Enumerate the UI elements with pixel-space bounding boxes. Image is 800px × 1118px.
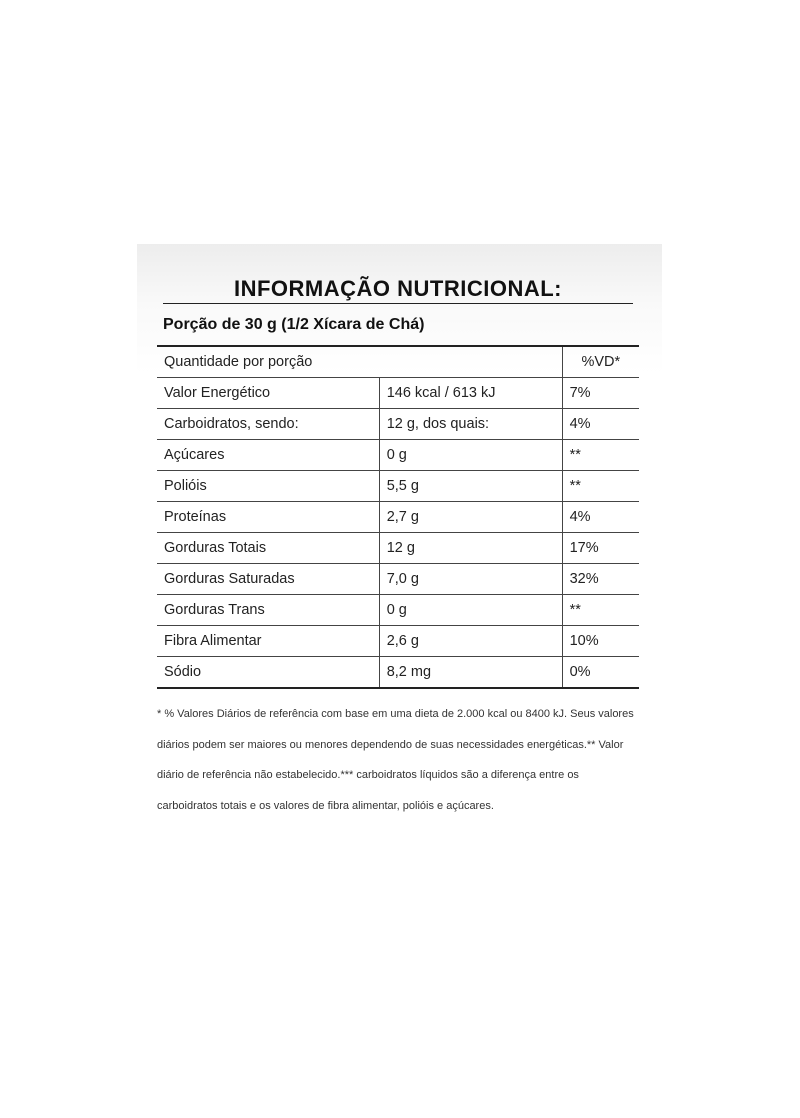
table-header-row [157,346,639,378]
table-row [157,378,639,409]
nutrient-amount: 0 g [379,595,562,626]
nutrient-name: Proteínas [157,502,379,533]
table-row [157,657,639,689]
nutrient-name: Polióis [157,471,379,502]
table-row [157,409,639,440]
nutrient-vd: 10% [562,626,639,657]
nutrient-vd: 4% [562,409,639,440]
nutrient-vd: ** [562,595,639,626]
table-row [157,533,639,564]
table-row [157,440,639,471]
nutrient-amount: 12 g, dos quais: [379,409,562,440]
nutrient-name: Gorduras Trans [157,595,379,626]
nutrient-amount: 12 g [379,533,562,564]
footnote-text: * % Valores Diários de referência com base em uma dieta de 2.000 kcal ou 8400 kJ. Seus valores diários podem ser maiores ou menores dependendo de suas necessidades energéticas.** Valor diário de referência não estabelecido.*** carboidratos líquidos são a diferença entre os carboidratos totais e os valores de fibra alimentar, polióis e açúcares. [157,708,634,812]
table-row [157,502,639,533]
nutrient-name: Gorduras Saturadas [157,564,379,595]
nutrient-amount: 7,0 g [379,564,562,595]
nutrient-amount: 8,2 mg [379,657,562,689]
serving-size: Porção de 30 g (1/2 Xícara de Chá) [163,316,425,333]
nutrient-vd: ** [562,471,639,502]
title-divider [163,303,633,304]
nutrient-vd: 0% [562,657,639,689]
nutrient-vd: 7% [562,378,639,409]
header-quantity: Quantidade por porção [157,346,562,378]
table-row [157,471,639,502]
nutrient-amount: 5,5 g [379,471,562,502]
nutrition-title: INFORMAÇÃO NUTRICIONAL: [233,276,563,301]
nutrient-name: Fibra Alimentar [157,626,379,657]
nutrient-name: Sódio [157,657,379,689]
nutrient-name: Gorduras Totais [157,533,379,564]
nutrient-amount: 0 g [379,440,562,471]
nutrient-vd: 4% [562,502,639,533]
nutrient-amount: 2,6 g [379,626,562,657]
header-vd: %VD* [562,346,639,378]
nutrient-name: Carboidratos, sendo: [157,409,379,440]
nutrient-name: Valor Energético [157,378,379,409]
nutrition-table [157,345,639,689]
table-row [157,564,639,595]
table-row [157,595,639,626]
nutrient-amount: 2,7 g [379,502,562,533]
nutrient-vd: 32% [562,564,639,595]
nutrient-vd: ** [562,440,639,471]
nutrient-vd: 17% [562,533,639,564]
nutrient-name: Açúcares [157,440,379,471]
table-row [157,626,639,657]
nutrient-amount: 146 kcal / 613 kJ [379,378,562,409]
